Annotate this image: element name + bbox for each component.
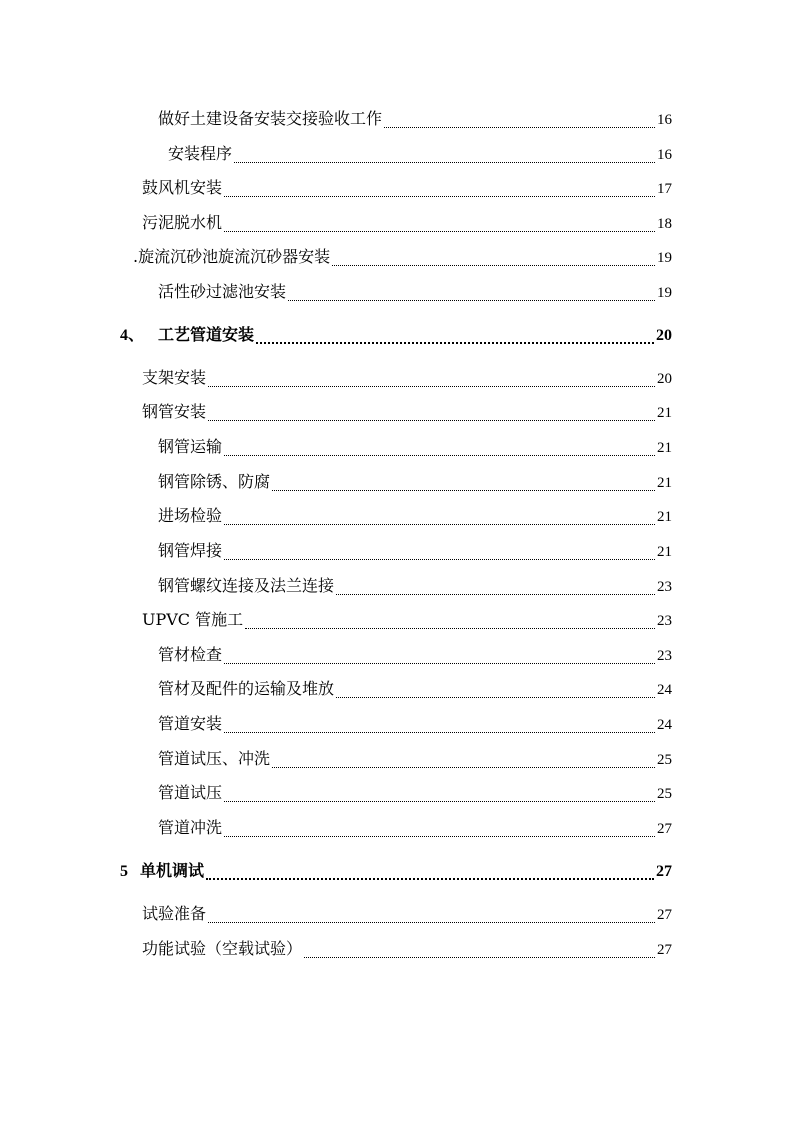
toc-entry-label: 管材检查 xyxy=(158,645,223,664)
toc-page-number: 16 xyxy=(657,112,672,128)
dot-leader xyxy=(224,184,655,197)
toc-entry-label: 活性砂过滤池安装 xyxy=(158,282,287,301)
dot-leader xyxy=(304,945,655,958)
toc-entry[interactable] xyxy=(142,399,672,423)
toc-page-number: 20 xyxy=(656,327,672,344)
toc-entry-label: 支架安装 xyxy=(142,368,207,387)
dot-leader xyxy=(336,685,655,698)
toc-entry-label: 管材及配件的运输及堆放 xyxy=(158,679,335,698)
toc-page-number: 19 xyxy=(657,285,672,301)
toc-page-number: 27 xyxy=(656,863,672,880)
toc-entry[interactable] xyxy=(158,106,672,130)
toc-entry-label: 钢管除锈、防腐 xyxy=(158,472,271,491)
toc-page-number: 27 xyxy=(657,942,672,958)
dot-leader xyxy=(256,330,654,344)
toc-page-number: 24 xyxy=(657,682,672,698)
dot-leader xyxy=(208,910,655,923)
toc-entry-label: 单机调试 xyxy=(140,861,205,880)
dot-leader xyxy=(206,866,654,880)
toc-page-number: 21 xyxy=(657,544,672,560)
toc-section-heading[interactable] xyxy=(120,322,672,346)
toc-page-number: 16 xyxy=(657,147,672,163)
toc-section-heading[interactable] xyxy=(120,858,672,882)
dot-leader xyxy=(224,720,655,733)
section-number: 5 xyxy=(120,863,128,880)
toc-page-number: 17 xyxy=(657,181,672,197)
toc-entry[interactable] xyxy=(142,936,672,960)
dot-leader xyxy=(224,443,655,456)
toc-entry-label: 工艺管道安装 xyxy=(158,325,255,344)
toc-page-number: 23 xyxy=(657,648,672,664)
section-number: 4、 xyxy=(120,327,145,344)
dot-leader xyxy=(224,789,655,802)
toc-page-number: 20 xyxy=(657,371,672,387)
toc-entry[interactable] xyxy=(158,573,672,597)
toc-page-number: 27 xyxy=(657,907,672,923)
toc-entry-label: 管道试压、冲洗 xyxy=(158,749,271,768)
toc-page-number: 21 xyxy=(657,475,672,491)
dot-leader xyxy=(288,288,655,301)
toc-entry-label: 安装程序 xyxy=(168,144,233,163)
toc-entry[interactable] xyxy=(158,469,672,493)
toc-entry[interactable] xyxy=(158,746,672,770)
toc-entry[interactable] xyxy=(158,676,672,700)
dot-leader xyxy=(224,547,655,560)
dot-leader xyxy=(208,374,655,387)
dot-leader xyxy=(224,651,655,664)
dot-leader xyxy=(272,755,655,768)
toc-page-number: 21 xyxy=(657,440,672,456)
toc-page-number: 21 xyxy=(657,405,672,421)
toc-entry-label: 管道安装 xyxy=(158,714,223,733)
dot-leader xyxy=(272,478,655,491)
toc-entry-label: 钢管焊接 xyxy=(158,541,223,560)
toc-page-number: 25 xyxy=(657,786,672,802)
toc-page-number: 18 xyxy=(657,216,672,232)
toc-entry[interactable] xyxy=(158,642,672,666)
toc-entry-label: 试验准备 xyxy=(142,904,207,923)
toc-page-number: 27 xyxy=(657,821,672,837)
toc-entry[interactable] xyxy=(158,503,672,527)
dot-leader xyxy=(224,824,655,837)
toc-entry-label: .旋流沉砂池旋流沉砂器安装 xyxy=(133,247,331,266)
toc-entry[interactable] xyxy=(158,780,672,804)
toc-entry[interactable] xyxy=(142,210,672,234)
dot-leader xyxy=(336,582,655,595)
toc-entry[interactable] xyxy=(158,279,672,303)
toc-entry-label: 功能试验（空载试验） xyxy=(142,939,303,958)
toc-page-number: 23 xyxy=(657,613,672,629)
toc-entry[interactable] xyxy=(142,901,672,925)
toc-entry-label: 污泥脱水机 xyxy=(142,213,223,232)
dot-leader xyxy=(245,616,655,629)
toc-entry-label: 鼓风机安装 xyxy=(142,178,223,197)
toc-entry-label: 钢管螺纹连接及法兰连接 xyxy=(158,576,335,595)
toc-entry[interactable] xyxy=(158,538,672,562)
toc-page-number: 21 xyxy=(657,509,672,525)
toc-page-number: 23 xyxy=(657,579,672,595)
dot-leader xyxy=(332,253,655,266)
toc-page-number: 19 xyxy=(657,250,672,266)
toc-entry[interactable] xyxy=(158,815,672,839)
toc-entry-label: UPVC 管施工 xyxy=(142,610,244,629)
toc-entry[interactable] xyxy=(168,141,672,165)
toc-entry-label: 钢管运输 xyxy=(158,437,223,456)
toc-entry[interactable] xyxy=(158,711,672,735)
toc-entry[interactable] xyxy=(142,175,672,199)
toc-entry-label: 钢管安装 xyxy=(142,402,207,421)
toc-entry[interactable] xyxy=(158,434,672,458)
toc-entry-label: 做好土建设备安装交接验收工作 xyxy=(158,109,383,128)
toc-page-number: 24 xyxy=(657,717,672,733)
toc-entry[interactable] xyxy=(133,244,672,268)
toc-page-number: 25 xyxy=(657,752,672,768)
toc-entry[interactable] xyxy=(142,365,672,389)
dot-leader xyxy=(208,408,655,421)
dot-leader xyxy=(224,219,655,232)
toc-entry-label: 进场检验 xyxy=(158,506,223,525)
dot-leader xyxy=(384,115,655,128)
toc-entry[interactable] xyxy=(142,607,672,631)
dot-leader xyxy=(234,150,655,163)
toc-entry-label: 管道试压 xyxy=(158,783,223,802)
toc-entry-label: 管道冲洗 xyxy=(158,818,223,837)
dot-leader xyxy=(224,512,655,525)
